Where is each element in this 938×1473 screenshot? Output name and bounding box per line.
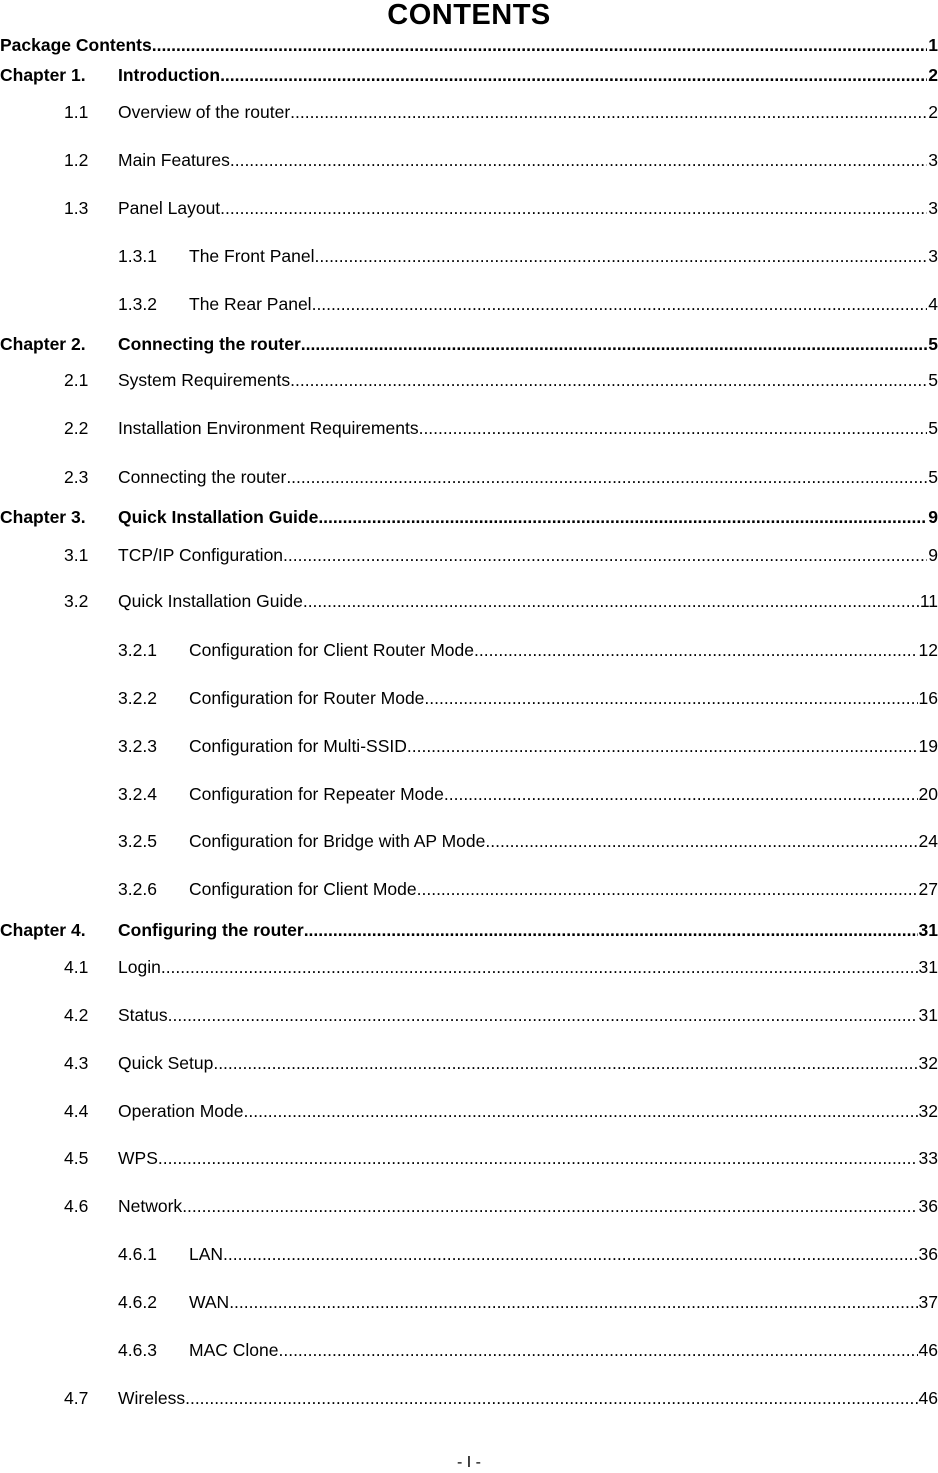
toc-entry[interactable]	[64, 196, 938, 220]
toc-entry-label: Configuration for Repeater Mode	[189, 784, 444, 804]
toc-entry[interactable]	[118, 782, 938, 806]
toc-entry-page: 11	[919, 591, 938, 611]
toc-entry-page: 19	[918, 736, 938, 756]
toc-entry-number: 1.2	[64, 150, 89, 170]
toc-entry-label: Login	[118, 957, 161, 977]
toc-entry-label: Configuring the router	[118, 920, 304, 940]
toc-entry-page: 2	[928, 65, 938, 85]
toc-entry[interactable]	[0, 33, 938, 57]
toc-entry-number: 4.6.1	[118, 1244, 157, 1264]
toc-entry-label: MAC Clone	[189, 1340, 279, 1360]
toc-entry-number: Chapter 3.	[0, 507, 86, 527]
toc-entry[interactable]	[0, 332, 938, 356]
toc-entry[interactable]	[118, 734, 938, 758]
toc-entry[interactable]	[118, 877, 938, 901]
toc-entry-page: 2	[928, 102, 938, 122]
dot-leader	[318, 505, 927, 529]
toc-entry-page: 12	[918, 640, 938, 660]
toc-entry-page: 32	[918, 1101, 938, 1121]
toc-entry-number: 1.1	[64, 102, 89, 122]
dot-leader	[229, 1290, 917, 1314]
toc-entry-label: Configuration for Client Router Mode	[189, 640, 475, 660]
toc-entry-page: 32	[918, 1053, 938, 1073]
toc-entry-number: Chapter 1.	[0, 65, 86, 85]
toc-entry-label: Configuration for Bridge with AP Mode	[189, 831, 486, 851]
toc-entry[interactable]	[64, 589, 938, 613]
toc-entry-number: 4.6.2	[118, 1292, 157, 1312]
dot-leader	[283, 543, 927, 567]
toc-entry[interactable]	[0, 918, 938, 942]
dot-leader	[152, 33, 928, 57]
page-title: CONTENTS	[387, 0, 551, 31]
toc-entry[interactable]	[64, 1146, 938, 1170]
toc-entry[interactable]	[64, 1099, 938, 1123]
toc-entry-number: 3.2.6	[118, 879, 157, 899]
toc-entry[interactable]	[64, 416, 938, 440]
toc-entry[interactable]	[118, 292, 938, 316]
toc-entry[interactable]	[118, 1242, 938, 1266]
toc-entry-number: 4.5	[64, 1148, 89, 1168]
toc-entry-page: 46	[918, 1388, 938, 1408]
dot-leader	[158, 1146, 918, 1170]
toc-entry-number: 2.3	[64, 467, 89, 487]
toc-entry-label: Panel Layout	[118, 198, 221, 218]
dot-leader	[278, 1338, 917, 1362]
toc-entry-number: 2.2	[64, 418, 89, 438]
dot-leader	[223, 1242, 917, 1266]
dot-leader	[185, 1386, 917, 1410]
toc-entry-label: The Front Panel	[189, 246, 315, 266]
toc-entry-label: Installation Environment Requirements	[118, 418, 419, 438]
toc-entry-label: Configuration for Router Mode	[189, 688, 425, 708]
dot-leader	[168, 1003, 918, 1027]
toc-entry-number: 4.6	[64, 1196, 89, 1216]
toc-entry[interactable]	[64, 148, 938, 172]
toc-entry-label: Introduction	[118, 65, 221, 85]
dot-leader	[230, 148, 927, 172]
toc-entry-label: Configuration for Client Mode	[189, 879, 417, 899]
toc-entry-label: Main Features	[118, 150, 230, 170]
toc-entry-label: Network	[118, 1196, 183, 1216]
toc-entry[interactable]	[0, 63, 938, 87]
toc-entry-page: 9	[928, 545, 938, 565]
toc-entry-label: Quick Installation Guide	[118, 591, 303, 611]
toc-entry-page: 24	[918, 831, 938, 851]
toc-entry[interactable]	[64, 368, 938, 392]
toc-entry-number: 3.2.2	[118, 688, 157, 708]
toc-entry-number: 3.1	[64, 545, 89, 565]
toc-entry-number: 2.1	[64, 370, 89, 390]
toc-entry[interactable]	[64, 543, 938, 567]
toc-entry-number: Chapter 4.	[0, 920, 86, 940]
toc-entry-page: 31	[918, 1005, 938, 1025]
toc-entry-page: 3	[928, 246, 938, 266]
toc-entry-page: 4	[928, 294, 938, 314]
toc-entry-number: 4.4	[64, 1101, 89, 1121]
toc-entry-page: 1	[928, 35, 938, 55]
dot-leader	[290, 368, 927, 392]
toc-entry[interactable]	[64, 1051, 938, 1075]
toc-entry-page: 3	[928, 150, 938, 170]
toc-entry-label: WAN	[189, 1292, 230, 1312]
toc-entry[interactable]	[118, 638, 938, 662]
toc-entry-label: Connecting the router	[118, 334, 301, 354]
toc-entry[interactable]	[64, 100, 938, 124]
dot-leader	[417, 877, 918, 901]
dot-leader	[213, 1051, 917, 1075]
toc-entry-number: 1.3	[64, 198, 89, 218]
toc-entry-label: WPS	[118, 1148, 158, 1168]
toc-entry-number: 3.2	[64, 591, 89, 611]
toc-entry[interactable]	[118, 686, 938, 710]
toc-entry-page: 27	[918, 879, 938, 899]
toc-entry[interactable]	[118, 1290, 938, 1314]
toc-entry-page: 36	[918, 1244, 938, 1264]
toc-entry-label: System Requirements	[118, 370, 291, 390]
dot-leader	[474, 638, 918, 662]
dot-leader	[286, 465, 927, 489]
dot-leader	[161, 955, 918, 979]
toc-entry-page: 5	[928, 334, 938, 354]
toc-entry-number: 1.3.1	[118, 246, 157, 266]
dot-leader	[220, 196, 927, 220]
toc-entry[interactable]	[0, 505, 938, 529]
dot-leader	[312, 292, 928, 316]
toc-entry-label: The Rear Panel	[189, 294, 312, 314]
toc-entry[interactable]	[64, 1386, 938, 1410]
dot-leader	[485, 829, 917, 853]
toc-entry-number: 4.7	[64, 1388, 89, 1408]
toc-entry-page: 3	[928, 198, 938, 218]
toc-entry-page: 36	[918, 1196, 938, 1216]
toc-entry-label: Status	[118, 1005, 168, 1025]
toc-entry[interactable]	[118, 244, 938, 268]
toc-entry-number: 4.2	[64, 1005, 89, 1025]
dot-leader	[303, 589, 919, 613]
dot-leader	[314, 244, 927, 268]
dot-leader	[290, 100, 927, 124]
dot-leader	[407, 734, 918, 758]
toc-entry-label: Package Contents	[0, 35, 152, 55]
dot-leader	[220, 63, 927, 87]
toc-entry-page: 31	[918, 920, 938, 940]
toc-entry-page: 5	[928, 418, 938, 438]
toc-entry[interactable]	[118, 829, 938, 853]
toc-entry-label: Connecting the router	[118, 467, 287, 487]
toc-entry-label: Operation Mode	[118, 1101, 244, 1121]
toc-entry-page: 46	[918, 1340, 938, 1360]
toc-entry-page: 5	[928, 467, 938, 487]
toc-entry-label: Wireless	[118, 1388, 186, 1408]
toc-entry-label: Quick Installation Guide	[118, 507, 319, 527]
toc-entry-number: 1.3.2	[118, 294, 157, 314]
dot-leader	[182, 1194, 917, 1218]
dot-leader	[301, 332, 927, 356]
dot-leader	[419, 416, 928, 440]
toc-entry-label: Configuration for Multi-SSID	[189, 736, 407, 756]
toc-entry-label: TCP/IP Configuration	[118, 545, 284, 565]
toc-entry[interactable]	[64, 955, 938, 979]
toc-entry-number: 3.2.3	[118, 736, 157, 756]
toc-entry-label: Overview of the router	[118, 102, 291, 122]
dot-leader	[244, 1099, 918, 1123]
toc-entry-number: 4.3	[64, 1053, 89, 1073]
page-number-footer: - I -	[457, 1454, 481, 1471]
toc-entry[interactable]	[64, 1194, 938, 1218]
toc-entry-page: 5	[928, 370, 938, 390]
toc-entry[interactable]	[118, 1338, 938, 1362]
toc-entry-number: 4.1	[64, 957, 89, 977]
toc-entry-page: 20	[918, 784, 938, 804]
toc-entry-page: 31	[918, 957, 938, 977]
toc-entry-label: LAN	[189, 1244, 224, 1264]
toc-entry-number: Chapter 2.	[0, 334, 86, 354]
toc-entry-page: 33	[918, 1148, 938, 1168]
toc-entry-page: 9	[928, 507, 938, 527]
dot-leader	[424, 686, 917, 710]
dot-leader	[444, 782, 918, 806]
toc-entry-number: 3.2.4	[118, 784, 157, 804]
toc-entry-page: 37	[918, 1292, 938, 1312]
toc-entry-number: 3.2.1	[118, 640, 157, 660]
toc-entry-number: 3.2.5	[118, 831, 157, 851]
toc-entry-number: 4.6.3	[118, 1340, 157, 1360]
toc-entry[interactable]	[64, 1003, 938, 1027]
toc-entry-page: 16	[918, 688, 938, 708]
dot-leader	[304, 918, 918, 942]
toc-entry[interactable]	[64, 465, 938, 489]
toc-entry-label: Quick Setup	[118, 1053, 214, 1073]
